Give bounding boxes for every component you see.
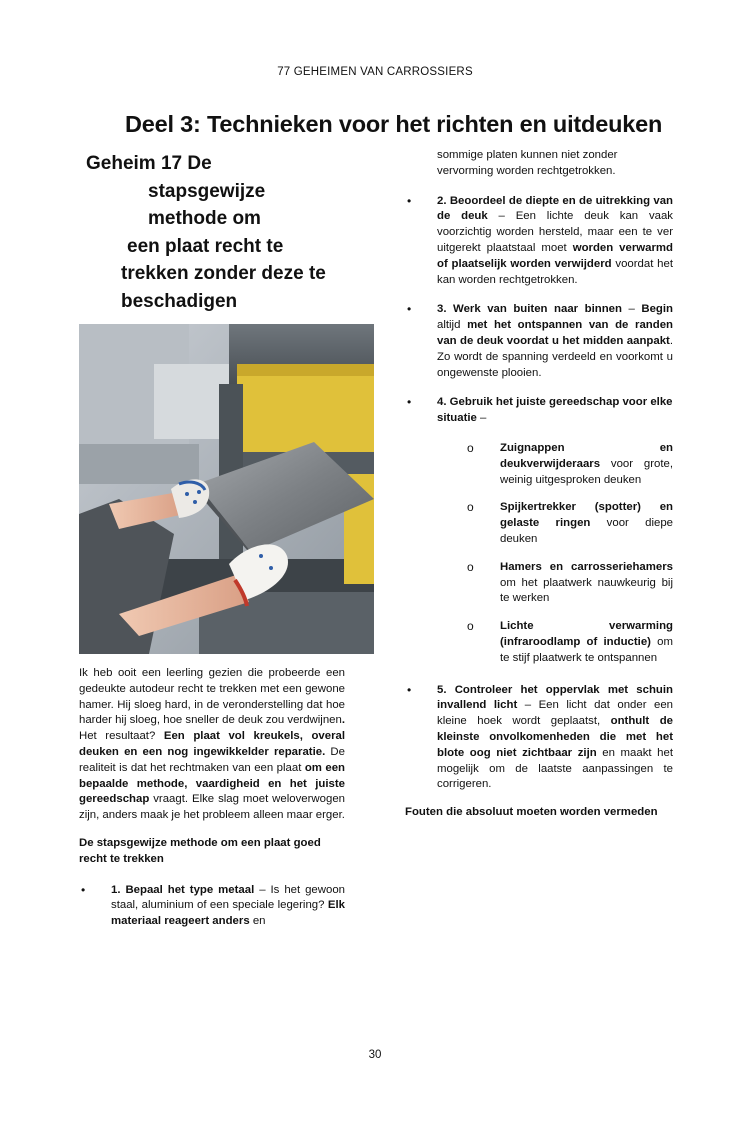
text-run: worden verwarmd of plaatselijk worden verwijderd: [437, 241, 673, 270]
right-column: [405, 148, 673, 821]
list-item-step-2: [405, 194, 673, 289]
text-run: De realiteit is dat het rechtmaken van een plaat: [79, 745, 345, 774]
secret-title-line: Geheim 17 De: [86, 153, 212, 174]
text-run: vraagt. Elke slag moet weloverwogen zijn, anders maak je het probleem alleen maar erger.: [79, 793, 345, 822]
bullet: •: [407, 682, 412, 697]
text-run: met het ontspannen van de randen van de deuk voordat u het midden aanpakt: [437, 319, 674, 347]
sub-bullet: o: [467, 619, 474, 634]
sub-list-item-tool: [405, 619, 673, 666]
text-run: Het resultaat?: [79, 730, 164, 743]
text-run: om te stijf plaatwerk te ontspannen: [500, 635, 673, 664]
sub-list-item-tool: [405, 441, 673, 488]
text-run: Een plaat vol kreukels, overal deuken en een nog ingewikkelder reparatie.: [79, 730, 346, 758]
text-run: . Zo wordt de spanning verdeeld en voorkomt u ongewenste plooien.: [437, 334, 673, 379]
secret-title-line: een plaat recht te: [127, 235, 284, 257]
text-run: voordat het kan worden rechtgetrokken.: [437, 257, 673, 286]
list-item-step-1: [79, 883, 345, 930]
text-run: 1. Bepaal het type metaal: [111, 883, 255, 896]
text-run: – Een licht dat onder een kleine hoek wordt geplaatst,: [437, 699, 674, 728]
press-brake-photo: [79, 324, 374, 654]
text-run: 3. Werk van buiten naar binnen: [437, 303, 622, 316]
running-header: 77 GEHEIMEN VAN CARROSSIERS: [277, 66, 473, 78]
secret-title-line: stapsgewijze: [148, 180, 266, 202]
text-run: Begin: [641, 303, 673, 316]
text-run: Ik heb ooit een leerling gezien die probeerde een gedeukte autodeur recht te trekken met een gewone hamer. Hij sloeg hard, in de veronderstelling dat hoe harder hij sloeg, hoe sneller de deuk zou verdwijnen: [79, 667, 345, 727]
text-run: Hamers en carrosseriehamers: [500, 560, 673, 573]
bullet: •: [81, 882, 86, 897]
bullet: •: [407, 193, 412, 208]
text-run: – Een lichte deuk kan vaak voorzichtig worden hersteld, maar een te ver uitgerekt plaatstaal moet: [437, 210, 674, 254]
text-run: .: [341, 714, 345, 727]
secret-title-line: trekken zonder deze te: [121, 263, 326, 284]
text-run: voor grote, weinig uitgesproken deuken: [500, 457, 673, 486]
text-run: –: [476, 412, 487, 425]
secret-title: [86, 150, 351, 315]
text-run: altijd: [437, 319, 468, 332]
text-run: onthult de kleinste onvolkomenheden die met het blote oog niet zichtbaar zijn: [437, 715, 673, 759]
secret-title-line: methode om: [148, 208, 261, 229]
step-1-continuation: sommige platen kunnen niet zonder vervorming worden rechtgetrokken.: [437, 149, 618, 177]
text-run: 5. Controleer het oppervlak met schuin invallend licht: [437, 683, 673, 712]
sub-bullet: o: [467, 559, 474, 574]
list-item-step-3: [405, 302, 673, 381]
text-run: 4. Gebruik het juiste gereedschap voor elke situatie: [437, 396, 673, 425]
text-run: – Is het gewoon staal, aluminium of een speciale legering?: [111, 883, 346, 912]
text-run: voor diepe deuken: [500, 517, 674, 545]
sub-bullet: o: [467, 440, 474, 455]
text-run: 2. Beoordeel de diepte en de uitrekking van de deuk: [437, 194, 673, 223]
intro-paragraph: [79, 666, 345, 824]
text-run: en maakt het mogelijk om de laatste aanpassingen te corrigeren.: [437, 746, 673, 791]
sub-list-item-tool: [405, 560, 673, 607]
worker-metal-sheet-illustration: [79, 324, 374, 654]
list-item-step-4: [405, 395, 673, 427]
text-run: Elk materiaal reageert anders: [111, 899, 345, 928]
bullet: •: [407, 302, 412, 317]
text-run: en: [249, 915, 266, 928]
text-run: om het plaatwerk nauwkeurig bij te werken: [500, 576, 673, 605]
text-run: om een bepaalde methode, vaardigheid en het juiste gereedschap: [79, 761, 345, 806]
sub-bullet: o: [467, 500, 474, 515]
bullet: •: [407, 395, 412, 410]
part-title: Deel 3: Technieken voor het richten en uitdeuken: [125, 111, 663, 137]
list-item-step-5: [405, 683, 673, 794]
text-run: Spijkertrekker (spotter) en gelaste ringen: [500, 501, 673, 530]
text-run: –: [621, 303, 642, 316]
left-column: [79, 666, 345, 944]
secret-title-line: beschadigen: [121, 290, 238, 312]
faults-heading: Fouten die absoluut moeten worden vermeden: [405, 806, 658, 819]
sub-list-item-tool: [405, 500, 673, 547]
text-run: Lichte verwarming (infraroodlamp of inductie): [500, 620, 673, 648]
text-run: Zuignappen en deukverwijderaars: [500, 441, 673, 470]
method-heading: De stapsgewijze methode om een plaat goed recht te trekken: [79, 836, 321, 865]
page-number: 30: [368, 1049, 382, 1061]
